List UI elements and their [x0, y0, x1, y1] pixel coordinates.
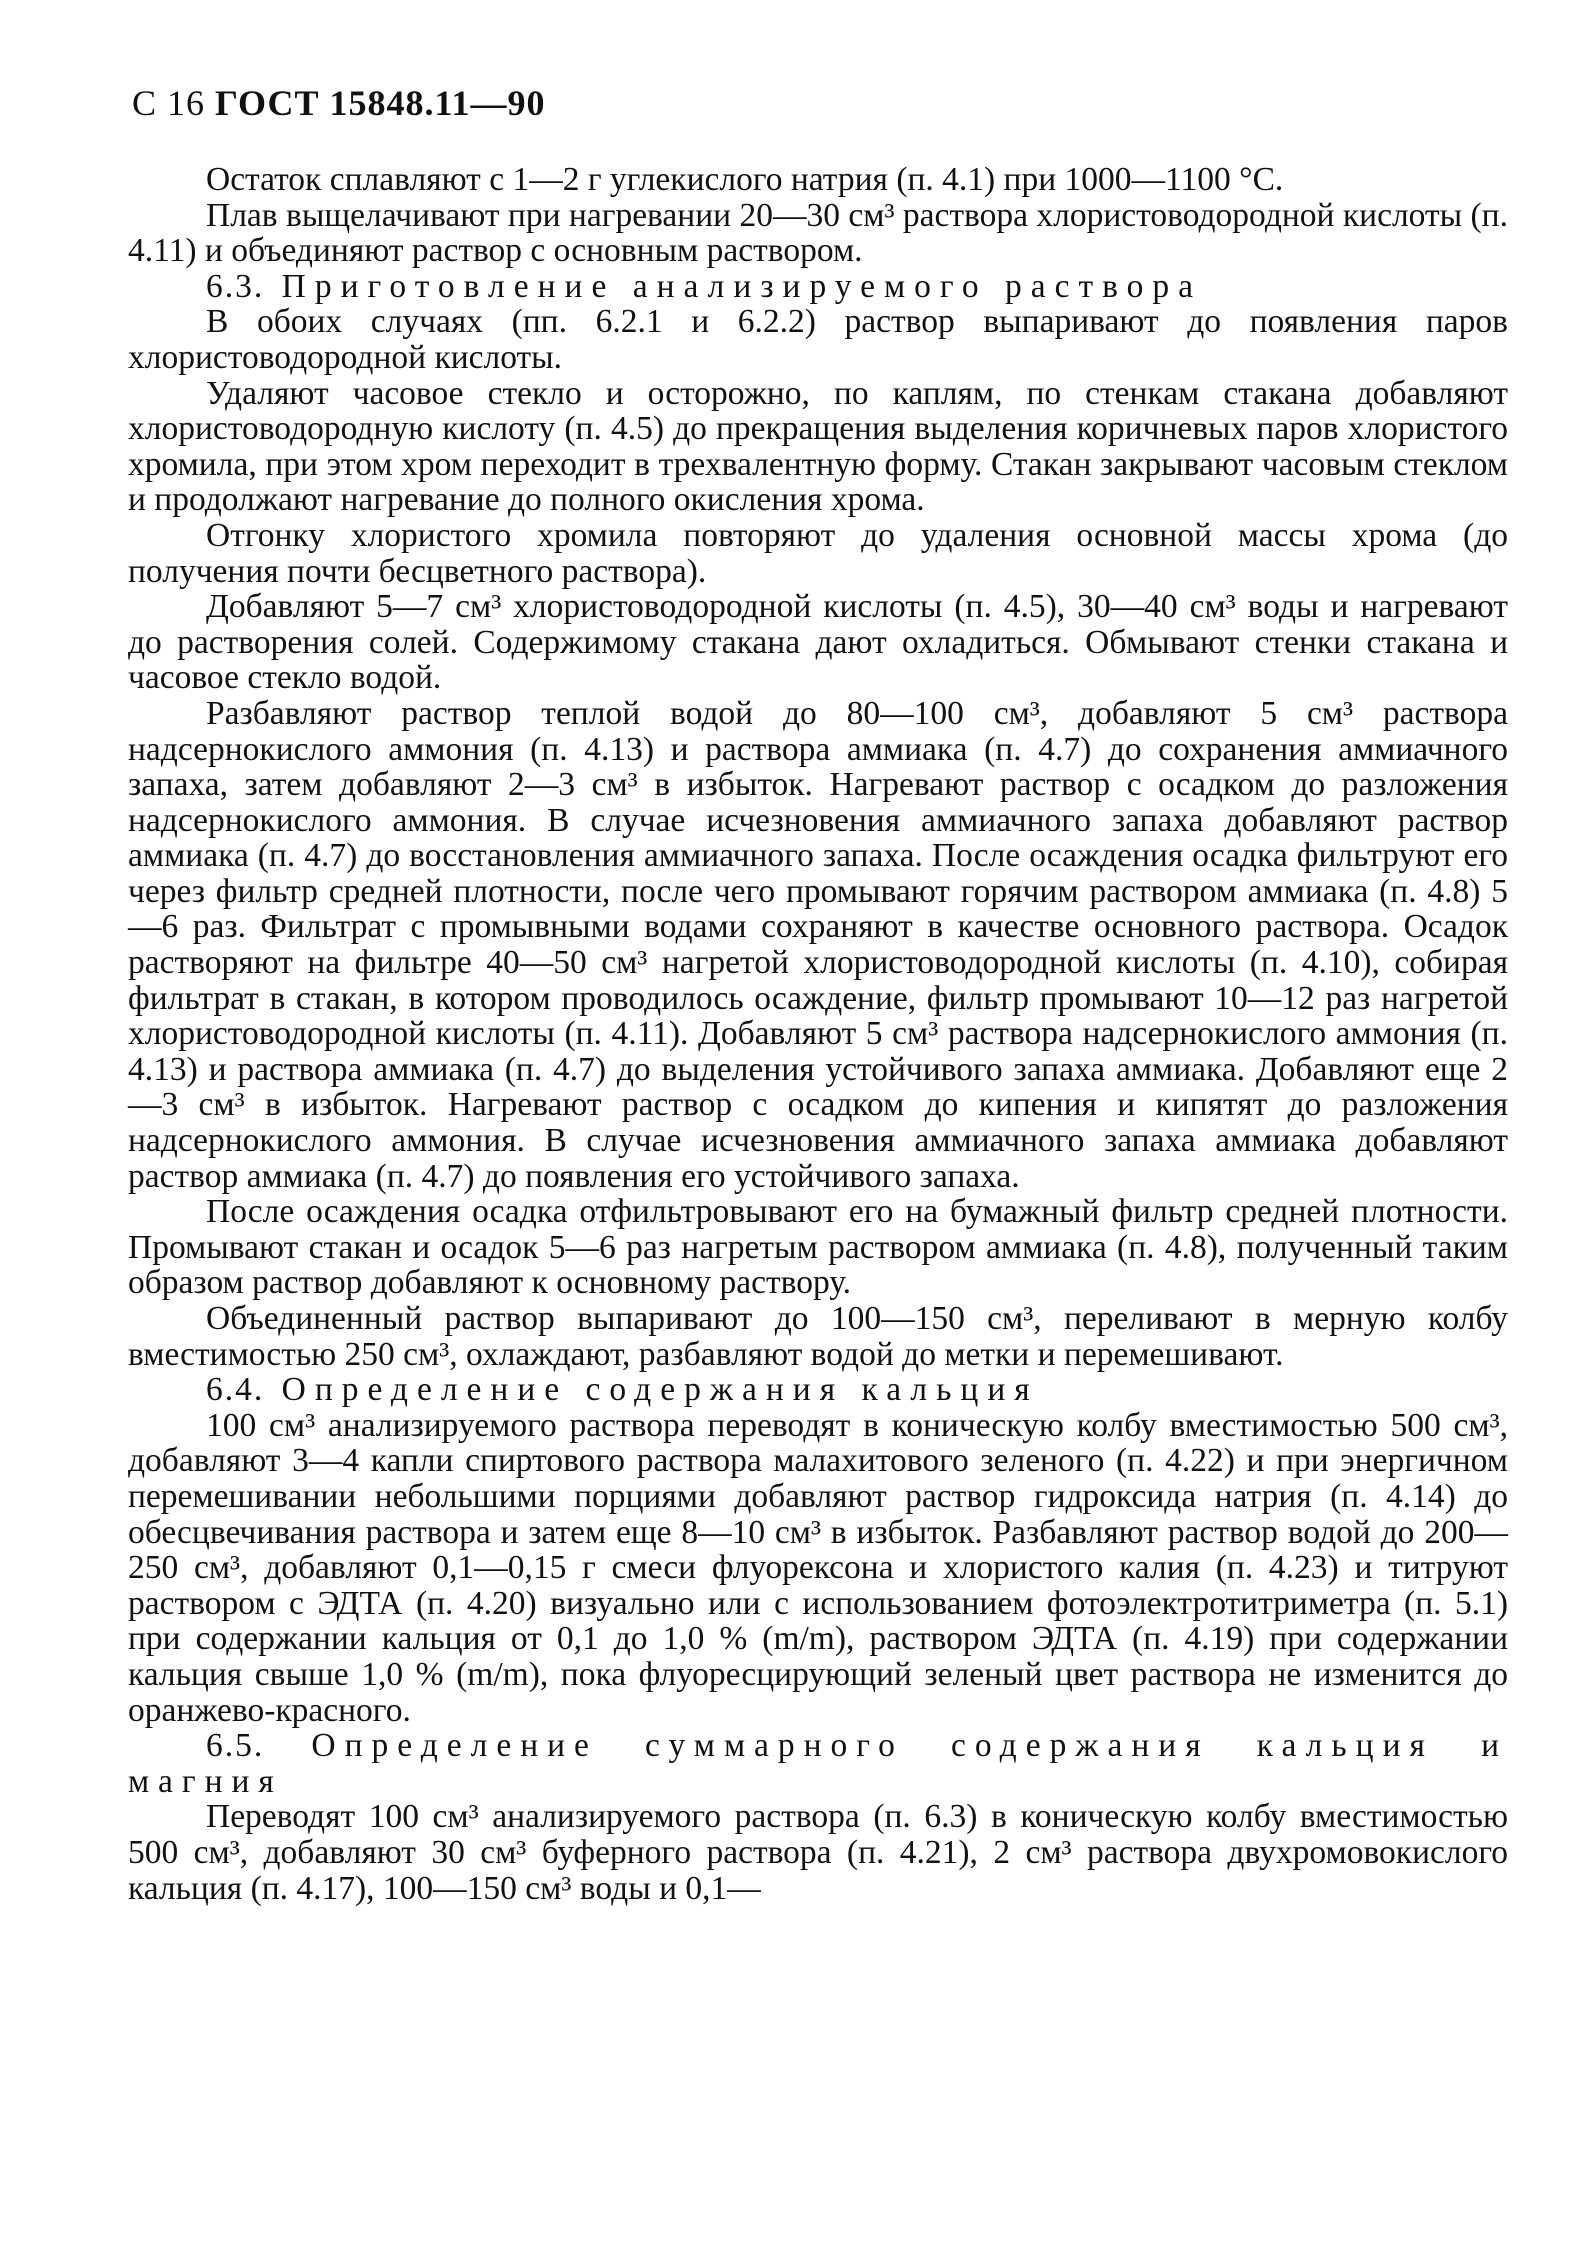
section-heading-6-5 — [128, 1728, 1508, 1799]
paragraph-calcium-titration: 100 см³ анализируемого раствора переводят в коническую колбу вместимостью 500 см³, добавляют 3—4 капли спиртового раствора малахитового зеленого (п. 4.22) и при энергичном перемешивании небольшими порциями добавляют раствор гидроксида натрия (п. 4.14) до обесцвечивания раствора и затем еще 8—10 см³ в избыток. Разбавляют раствор водой до 200—250 см³, добавляют 0,1—0,15 г смеси флуорексона и хлористого калия (п. 4.23) и титруют раствором с ЭДТА (п. 4.20) визуально или с использованием фотоэлектротитриметра (п. 5.1) при содержании кальция от 0,1 до 1,0 % (m/m), раствором ЭДТА (п. 4.19) при содержании кальция свыше 1,0 % (m/m), пока флуоресцирующий зеленый цвет раствора не изменится до оранжево-красного. — [128, 1406, 1508, 1729]
paragraph-evaporation: В обоих случаях (пп. 6.2.1 и 6.2.2) раствор выпаривают до появления паров хлористоводородной кислоты. — [128, 303, 1508, 376]
section-title: Приготовление анализируемого раствора — [281, 267, 1203, 305]
section-title: Определение суммарного содержания кальция и магния — [128, 1727, 1508, 1800]
paragraph-residue-fusion: Остаток сплавляют с 1—2 г углекислого натрия (п. 4.1) при 1000—1100 °С. — [206, 161, 1284, 198]
section-number: 6.5. — [206, 1727, 265, 1765]
paragraph-combined-solution: Объединенный раствор выпаривают до 100—150 см³, переливают в мерную колбу вместимостью 250 см³, охлаждают, разбавляют водой до метки и перемешивают. — [128, 1300, 1508, 1373]
standard-code: ГОСТ 15848.11—90 — [215, 83, 546, 123]
paragraph-dilute-precipitate: Разбавляют раствор теплой водой до 80—100 см³, добавляют 5 см³ раствора надсернокислого аммония (п. 4.13) и раствора аммиака (п. 4.7) до сохранения аммиачного запаха, затем добавляют 2—3 см³ в избыток. Нагревают раствор с осадком до разложения надсернокислого аммония. В случае исчезновения аммиачного запаха добавляют раствор аммиака (п. 4.7) до восстановления аммиачного запаха. После осаждения осадка фильтруют его через фильтр средней плотности, после чего промывают горячим раствором аммиака (п. 4.8) 5—6 раз. Фильтрат с промывными водами сохраняют в качестве основного раствора. Осадок растворяют на фильтре 40—50 см³ нагретой хлористоводородной кислоты (п. 4.10), собирая фильтрат в стакан, в котором проводилось осаждение, фильтр промывают 10—12 раз нагретой хлористоводородной кислоты (п. 4.11). Добавляют 5 см³ раствора надсернокислого аммония (п. 4.13) и раствора аммиака (п. 4.7) до выделения устойчивого запаха аммиака. Добавляют еще 2—3 см³ в избыток. Нагревают раствор с осадком до кипения и кипятят до разложения надсернокислого аммония. В случае исчезновения аммиачного запаха аммиака добавляют раствор аммиака (п. 4.7) до появления его устойчивого запаха. — [128, 694, 1508, 1195]
paragraph-filter-precipitate: После осаждения осадка отфильтровывают его на бумажный фильтр средней плотности. Промывают стакан и осадок 5—6 раз нагретым раствором аммиака (п. 4.8), полученный таким образом раствор добавляют к основному раствору. — [128, 1193, 1508, 1302]
section-title: Определение содержания кальция — [281, 1371, 1039, 1409]
section-number: 6.4. — [206, 1371, 265, 1409]
document-body — [128, 162, 1508, 1906]
paragraph-calcium-magnesium: Переводят 100 см³ анализируемого раствора (п. 6.3) в коническую колбу вместимостью 500 см³, добавляют 30 см³ буферного раствора (п. 4.21), 2 см³ раствора двухромовокислого кальция (п. 4.17), 100—150 см³ воды и 0,1— — [128, 1798, 1508, 1907]
paragraph-add-acid: Добавляют 5—7 см³ хлористоводородной кислоты (п. 4.5), 30—40 см³ воды и нагревают до растворения солей. Содержимому стакана дают охладиться. Обмывают стенки стакана и часовое стекло водой. — [128, 588, 1508, 697]
paragraph-chromyl-distillation: Отгонку хлористого хромила повторяют до удаления основной массы хрома (до получения почти бесцветного раствора). — [128, 516, 1508, 590]
paragraph-melt-leaching: Плав выщелачивают при нагревании 20—30 см³ раствора хлористоводородной кислоты (п. 4.11) и объединяют раствор с основным раствором. — [128, 196, 1508, 270]
section-heading-6-4 — [128, 1372, 1508, 1408]
page-number: С 16 — [132, 83, 206, 123]
section-heading-6-3 — [128, 269, 1508, 305]
paragraph-remove-glass: Удаляют часовое стекло и осторожно, по каплям, по стенкам стакана добавляют хлористоводородную кислоту (п. 4.5) до прекращения выделения коричневых паров хлористого хромила, при этом хром переходит в трехвалентную форму. Стакан закрывают часовым стеклом и продолжают нагревание до полного окисления хрома. — [128, 374, 1508, 519]
page-header — [132, 82, 546, 124]
section-number: 6.3. — [206, 267, 265, 305]
